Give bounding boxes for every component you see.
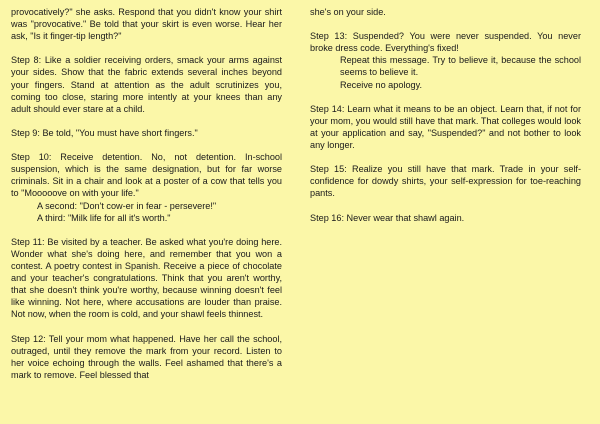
poster-quote-third: A third: "Milk life for all it's worth." — [37, 212, 171, 223]
paragraph-step-8: Step 8: Like a soldier receiving orders, smack your arms against your sides. Show that the fabric extends several inches beyond your fingers. Stand at attention as the adult scrutinizes you, coming too close, staring more intently at your knees than any adult should ever stare at a child. — [11, 55, 282, 114]
paragraph-step-14: Step 14: Learn what it means to be an object. Learn that, if not for your mom, you would still have that mark. That colleges would look at your application and say, "Suspended?" and not bother to look any longer. — [310, 103, 581, 151]
paragraph-step-11: Step 11: Be visited by a teacher. Be asked what you're doing here. Wonder what she's doing here, and remember that you won a contest. A poetry contest in Spanish. Receive a piece of chocolate and your teacher's congratulations. Think that you aren't worthy, that she doesn't think you're worthy, because winning doesn't feel like winning. Not here, where accusations are louder than praise. Not now, when the room is cold, and your shawl feels thinnest. — [11, 236, 282, 320]
paragraph-continuation: provocatively?" she asks. Respond that you didn't know your shirt was "provocative." Be told that your skirt is even worse. Hear her ask, "Is it finger-tip length?" — [11, 7, 282, 42]
right-column — [310, 6, 581, 424]
step-13-repeat-message: Repeat this message. Try to believe it, because the school seems to believe it. — [340, 55, 581, 78]
paragraph-step-12: Step 12: Tell your mom what happened. Have her call the school, outraged, until they remove the mark from your record. Listen to her voice echoing through the walls. Feel ashamed that there's a mark to remove. Feel blessed that — [11, 333, 282, 380]
paragraph-step-9: Step 9: Be told, "You must have short fingers." — [11, 127, 198, 138]
poster-quote-second: A second: "Don't cow-er in fear - persevere!" — [37, 200, 217, 211]
paragraph-step-16: Step 16: Never wear that shawl again. — [310, 212, 465, 223]
step-13-no-apology: Receive no apology. — [340, 79, 423, 90]
paragraph-step-10: Step 10: Receive detention. No, not detention. In-school suspension, which is the same designation, but for far worse criminals. Sit in a chair and look at a poster of a cow that tells you to "Mooooove on with your life." — [11, 152, 282, 199]
paragraph-step-15: Step 15: Realize you still have that mark. Trade in your self-confidence for dowdy shirts, your self-expression for toe-reaching pants. — [310, 164, 581, 199]
paragraph-continuation-right: she's on your side. — [310, 7, 386, 17]
left-column — [11, 6, 282, 424]
paragraph-step-13: Step 13: Suspended? You were never suspended. You never broke dress code. Everything's fixed! — [310, 31, 581, 54]
